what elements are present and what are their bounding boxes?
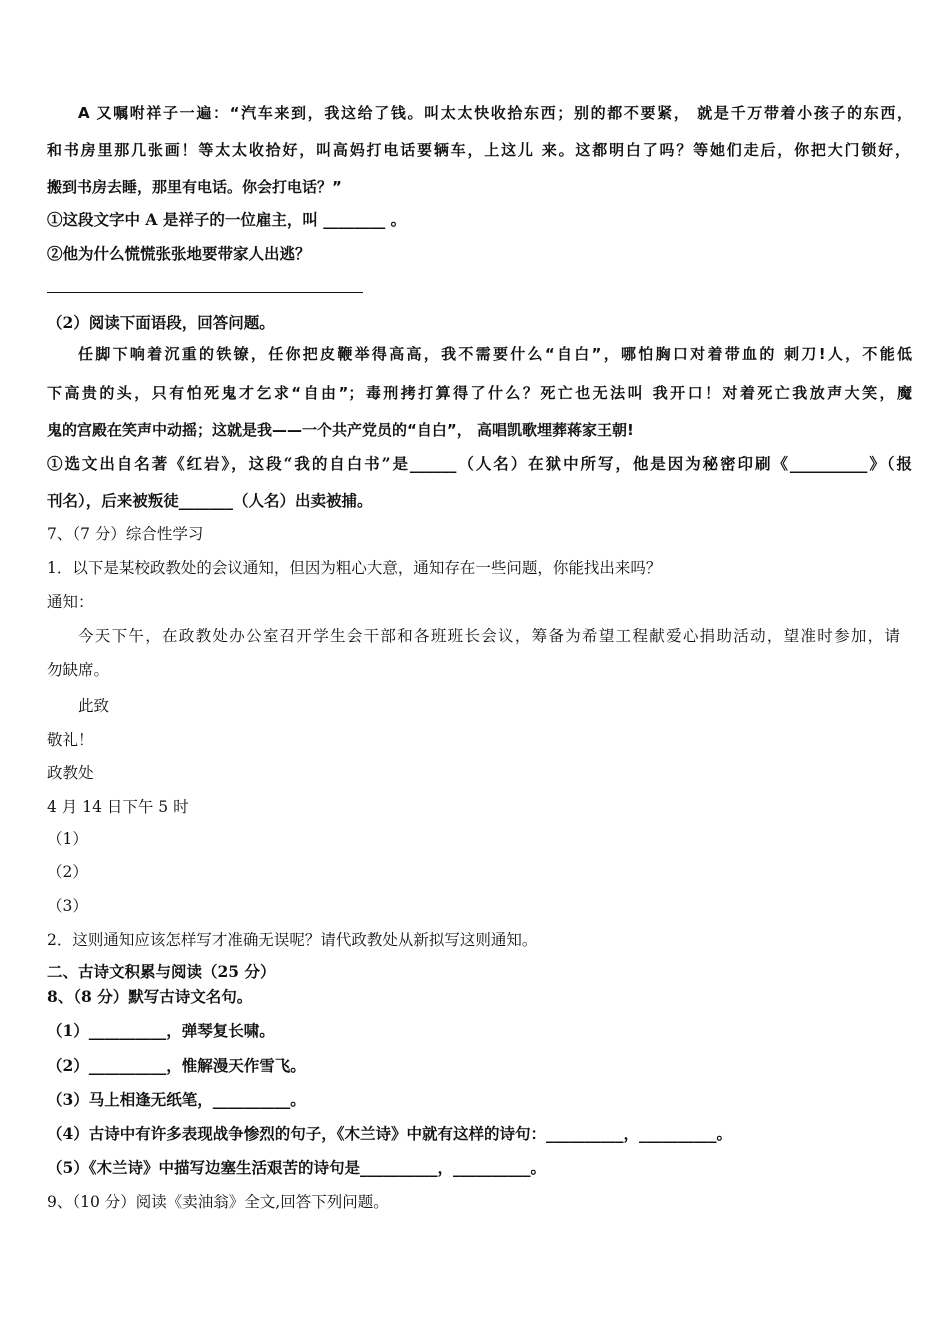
notice-jingli: 敬礼！ xyxy=(47,731,94,749)
q7-sub2: 2．这则通知应该怎样写才准确无误呢？请代政教处从新拟写这则通知。 xyxy=(47,931,538,949)
hongyan-heading: （2）阅读下面语段，回答问题。 xyxy=(47,313,275,332)
q8-item-3: （3）马上相逢无纸笔，__________。 xyxy=(47,1090,306,1109)
section-2-title: 二、古诗文积累与阅读（25 分） xyxy=(47,962,276,981)
notice-sender: 政教处 xyxy=(47,764,94,782)
notice-label: 通知： xyxy=(47,593,94,611)
xiangzi-passage-line-2: 和书房里那几张画！等太太收拾好，叫高妈打电话要辆车，上这儿 来。这都明白了吗？等她们走后，你把大门锁好， xyxy=(47,141,910,159)
notice-cizhi: 此致 xyxy=(78,697,110,715)
q7-sub1: 1．以下是某校政教处的会议通知，但因为粗心大意，通知存在一些问题，你能找出来吗？ xyxy=(47,559,662,577)
answer-line xyxy=(47,292,363,293)
hongyan-question-line-1: ①选文出自名著《红岩》，这段“我的自白书”是______（人名）在狱中所写，他是因为秘密印刷《__________》（报 xyxy=(47,454,912,473)
q7-title: 7、（7 分）综合性学习 xyxy=(47,525,204,543)
hongyan-passage-line-3: 鬼的宫殿在笑声中动摇；这就是我——一个共产党员的“自白”， 高唱凯歌埋葬蒋家王朝! xyxy=(47,421,634,439)
hongyan-passage-line-1: 任脚下响着沉重的铁镣，任你把皮鞭举得高高，我不需要什么“自白”，哪怕胸口对着带血的 刺刀!人，不能低 xyxy=(78,345,912,363)
q8-item-4: （4）古诗中有许多表现战争惨烈的句子，《木兰诗》中就有这样的诗句：__________，__________。 xyxy=(47,1124,733,1143)
q9-title: 9、（10 分）阅读《卖油翁》全文,回答下列问题。 xyxy=(47,1193,389,1211)
xiangzi-passage-line-1: A 又嘱咐祥子一遍：“汽车来到，我这给了钱。叫太太快收拾东西；别的都不要紧， 就是千万带着小孩子的东西， xyxy=(78,104,912,122)
notice-body-line-2: 勿缺席。 xyxy=(47,661,110,679)
xiangzi-passage-line-3: 搬到书房去睡，那里有电话。你会打电话？” xyxy=(47,178,342,196)
q8-title: 8、（8 分）默写古诗文名句。 xyxy=(47,987,253,1006)
xiangzi-question-1: ①这段文字中 A 是祥子的一位雇主，叫 ________ 。 xyxy=(47,210,407,229)
q7-blank-2: （2） xyxy=(47,863,88,881)
hongyan-question-line-2: 刊名），后来被叛徒_______（人名）出卖被捕。 xyxy=(47,491,373,510)
q8-item-1: （1）__________，弹琴复长啸。 xyxy=(47,1021,275,1040)
xiangzi-question-2: ②他为什么慌慌张张地要带家人出逃？ xyxy=(47,244,311,263)
notice-date: 4 月 14 日下午 5 时 xyxy=(47,798,189,816)
q7-blank-3: （3） xyxy=(47,897,88,915)
notice-body-line-1: 今天下午，在政教处办公室召开学生会干部和各班班长会议，筹备为希望工程献爱心捐助活动，望准时参加，请 xyxy=(78,627,900,645)
q8-item-2: （2）__________，惟解漫天作雪飞。 xyxy=(47,1056,306,1075)
q7-blank-1: （1） xyxy=(47,830,88,848)
q8-item-5: （5）《木兰诗》中描写边塞生活艰苦的诗句是__________，__________。 xyxy=(47,1158,547,1177)
hongyan-passage-line-2: 下高贵的头，只有怕死鬼才乞求“自由”；毒刑拷打算得了什么？死亡也无法叫 我开口！对着死亡我放声大笑，魔 xyxy=(47,384,912,402)
